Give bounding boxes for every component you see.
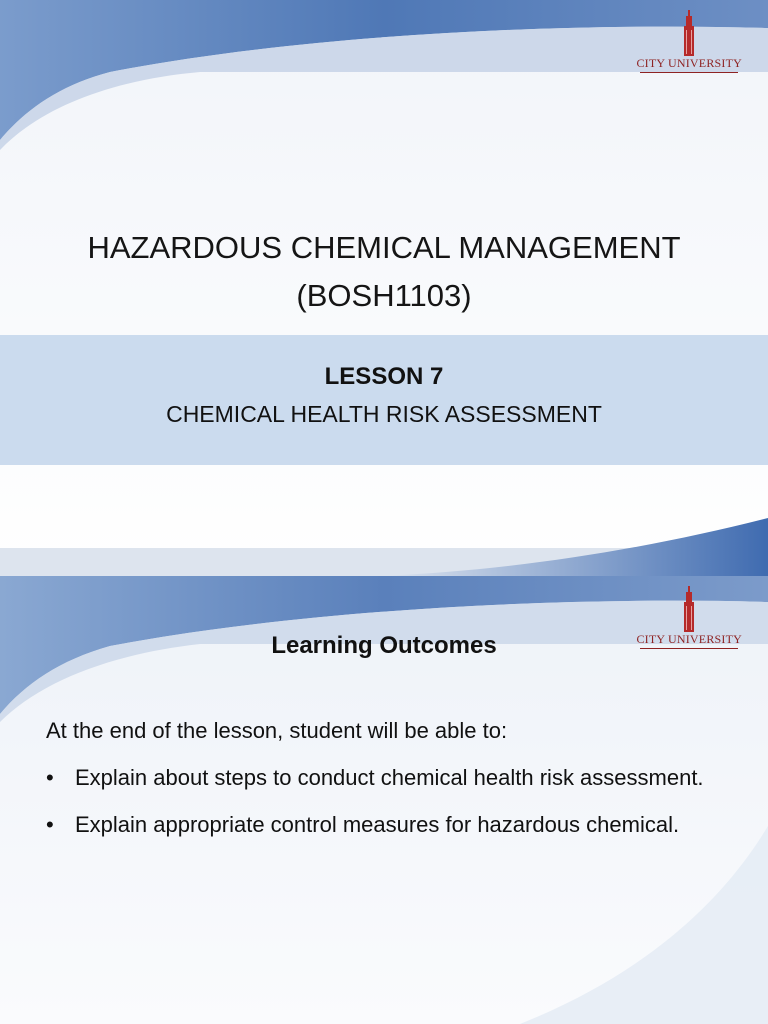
logo-text: CITY UNIVERSITY	[636, 56, 742, 70]
bullet-icon: •	[46, 812, 54, 837]
lesson-number: LESSON 7	[324, 363, 444, 390]
lesson-band	[0, 335, 768, 465]
city-university-logo	[636, 10, 742, 73]
course-title-line2: (BOSH1103)	[296, 278, 472, 313]
tower-icon	[679, 10, 699, 56]
logo-underline	[640, 72, 738, 73]
lesson-subtitle: CHEMICAL HEALTH RISK ASSESSMENT	[166, 401, 602, 427]
outcome-text: Explain about steps to conduct chemical health risk assessment.	[75, 765, 704, 790]
list-item	[46, 762, 726, 793]
intro-text: At the end of the lesson, student will be able to:	[46, 718, 508, 743]
tower-icon	[679, 586, 699, 632]
learning-outcomes-slide	[0, 576, 768, 1024]
list-item	[46, 809, 726, 840]
learning-outcomes-heading: Learning Outcomes	[271, 632, 497, 659]
outcomes-list	[46, 762, 726, 856]
course-title-line1: HAZARDOUS CHEMICAL MANAGEMENT	[87, 230, 681, 265]
bullet-icon: •	[46, 765, 54, 790]
outcome-text: Explain appropriate control measures for hazardous chemical.	[75, 812, 680, 837]
logo-text: CITY UNIVERSITY	[636, 632, 742, 646]
